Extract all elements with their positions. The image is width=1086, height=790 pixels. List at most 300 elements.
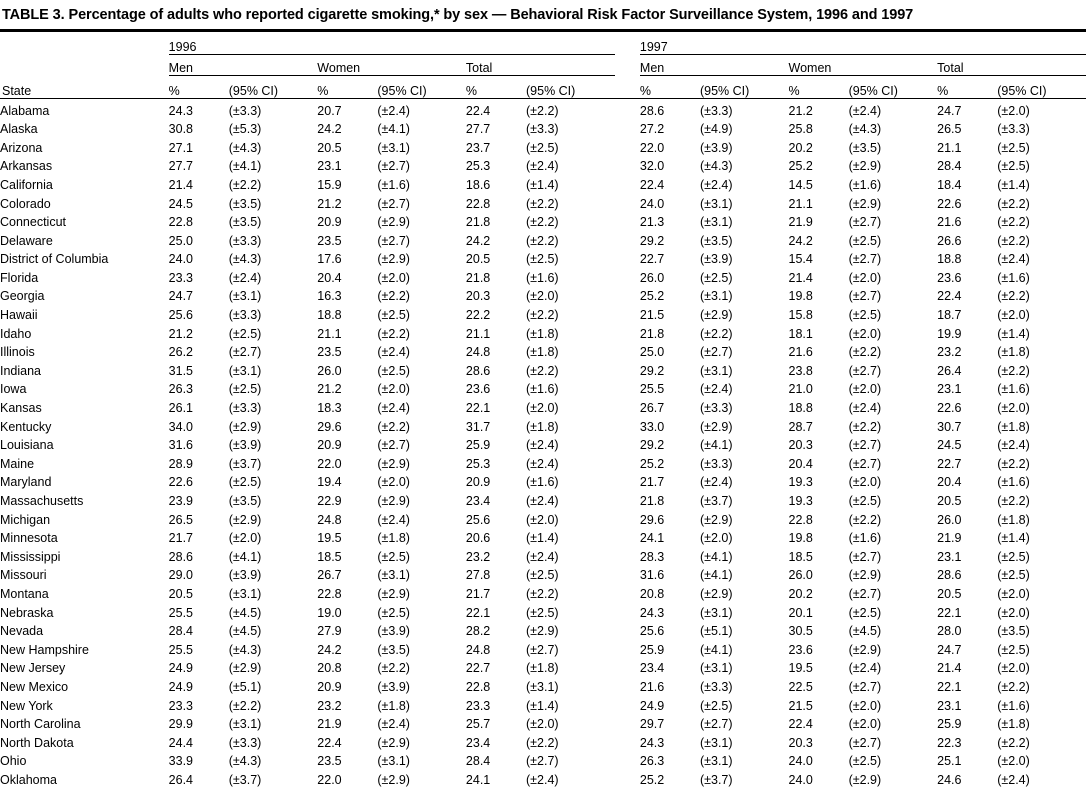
header-1997-men-ci: (95% CI) (699, 83, 750, 98)
cell-1997-total-ci: (±2.2) (997, 679, 1030, 694)
cell-1996-men-ci: (±3.3) (228, 735, 262, 750)
cell-1996-total-pct: 28.6 (465, 363, 491, 378)
header-spacer (0, 32, 169, 55)
header-1997-total-ci: (95% CI) (997, 83, 1047, 98)
table-row (0, 622, 1086, 641)
cell-1997-women-ci: (±2.5) (848, 233, 882, 248)
row-state-label: North Dakota (0, 735, 74, 750)
cell-1997-men-pct: 26.7 (639, 401, 665, 416)
cell-1997-women-pct: 14.5 (788, 177, 813, 192)
row-gap (615, 120, 640, 139)
cell-1997-total-pct: 24.7 (937, 103, 962, 118)
smoking-prevalence-table (0, 32, 1086, 790)
cell-1996-total-pct: 21.1 (465, 326, 491, 341)
cell-1996-men-ci: (±3.1) (228, 717, 262, 732)
cell-1997-men-pct: 29.7 (639, 717, 665, 732)
table-row (0, 511, 1086, 530)
header-1997-total: Total (937, 54, 1086, 75)
cell-1996-total-pct: 25.3 (465, 456, 491, 471)
cell-1996-men-pct: 24.0 (168, 252, 194, 267)
cell-1996-total-ci: (±2.2) (526, 233, 559, 248)
cell-1996-men-pct: 24.7 (168, 289, 194, 304)
cell-1996-men-pct: 31.6 (168, 438, 194, 453)
cell-1996-men-pct: 29.0 (168, 568, 194, 583)
cell-1996-men-pct: 21.2 (168, 326, 194, 341)
cell-1996-women-ci: (±2.7) (377, 159, 410, 174)
header-year-1997: 1997 (640, 32, 1086, 55)
row-gap (615, 362, 640, 381)
cell-1997-men-pct: 26.0 (639, 270, 665, 285)
cell-1997-men-pct: 21.7 (639, 475, 665, 490)
cell-1996-men-ci: (±3.3) (228, 308, 262, 323)
cell-1996-men-ci: (±3.3) (228, 103, 262, 118)
cell-1996-men-ci: (±3.9) (228, 438, 262, 453)
cell-1996-women-pct: 21.9 (317, 717, 342, 732)
cell-1996-men-pct: 33.9 (168, 754, 194, 769)
cell-1996-total-ci: (±2.2) (526, 308, 559, 323)
cell-1996-men-pct: 24.4 (168, 735, 194, 750)
cell-1997-total-pct: 19.9 (937, 326, 962, 341)
cell-1996-total-pct: 23.3 (465, 698, 491, 713)
row-state-label: Connecticut (0, 215, 67, 230)
cell-1997-total-pct: 22.4 (937, 289, 962, 304)
cell-1997-men-ci: (±3.3) (699, 456, 733, 471)
row-state-label: New Mexico (0, 679, 69, 694)
table-row (0, 752, 1086, 771)
cell-1997-women-pct: 26.0 (788, 568, 813, 583)
cell-1996-total-pct: 25.7 (465, 717, 491, 732)
cell-1996-women-pct: 19.5 (317, 531, 342, 546)
cell-1996-total-pct: 21.8 (465, 215, 491, 230)
cell-1997-men-ci: (±2.9) (699, 512, 733, 527)
cell-1997-total-pct: 26.5 (937, 122, 962, 137)
cell-1996-women-pct: 17.6 (317, 252, 342, 267)
cell-1996-women-pct: 23.5 (317, 345, 342, 360)
cell-1997-women-ci: (±2.0) (848, 270, 882, 285)
cell-1997-women-ci: (±2.4) (848, 103, 882, 118)
cell-1997-women-pct: 21.2 (788, 103, 813, 118)
row-state-label: Kentucky (0, 419, 52, 434)
row-gap (615, 455, 640, 474)
cell-1996-women-ci: (±2.0) (377, 475, 410, 490)
cell-1996-men-pct: 24.9 (168, 679, 194, 694)
header-row-columns (0, 75, 1086, 98)
cell-1997-total-pct: 20.5 (937, 494, 962, 509)
row-gap (615, 250, 640, 269)
cell-1996-total-ci: (±2.2) (526, 196, 559, 211)
cell-1996-men-ci: (±3.5) (228, 215, 262, 230)
row-state-label: Maryland (0, 475, 52, 490)
cell-1997-women-pct: 21.4 (788, 270, 813, 285)
header-1997-women: Women (789, 54, 938, 75)
cell-1996-total-ci: (±2.0) (526, 289, 559, 304)
table-row (0, 287, 1086, 306)
table-row (0, 250, 1086, 269)
cell-1996-total-ci: (±3.1) (526, 679, 559, 694)
cell-1996-men-pct: 23.3 (168, 698, 194, 713)
cell-1997-total-pct: 25.9 (937, 717, 962, 732)
cell-1996-men-pct: 25.5 (168, 642, 194, 657)
cell-1997-women-ci: (±4.5) (848, 624, 882, 639)
cell-1996-men-pct: 26.2 (168, 345, 194, 360)
cell-1997-women-pct: 23.8 (788, 363, 813, 378)
cell-1996-total-ci: (±2.4) (526, 456, 559, 471)
header-1997-women-ci: (95% CI) (848, 83, 898, 98)
cell-1996-total-ci: (±1.8) (526, 661, 559, 676)
cell-1996-women-pct: 24.8 (317, 512, 342, 527)
row-state-label: California (0, 177, 53, 192)
cell-1997-women-pct: 20.3 (788, 735, 813, 750)
cell-1996-men-pct: 24.3 (168, 103, 194, 118)
cell-1997-men-ci: (±3.7) (699, 772, 733, 787)
cell-1997-total-ci: (±2.0) (997, 308, 1030, 323)
row-state-label: Illinois (0, 345, 35, 360)
cell-1996-total-pct: 23.4 (465, 494, 491, 509)
row-gap (615, 585, 640, 604)
cell-1996-women-pct: 24.2 (317, 122, 342, 137)
cell-1997-total-pct: 23.6 (937, 270, 962, 285)
cell-1997-total-ci: (±1.6) (997, 270, 1030, 285)
row-gap (615, 418, 640, 437)
cell-1996-women-pct: 21.2 (317, 382, 342, 397)
cell-1997-men-ci: (±3.1) (699, 215, 733, 230)
cell-1996-women-pct: 23.1 (317, 159, 342, 174)
row-gap (615, 511, 640, 530)
cell-1997-total-pct: 21.4 (937, 661, 962, 676)
row-state-label: New Hampshire (0, 642, 89, 657)
table-row (0, 380, 1086, 399)
cell-1996-women-ci: (±2.5) (377, 308, 410, 323)
cell-1997-women-pct: 24.0 (788, 754, 813, 769)
cell-1996-women-pct: 22.4 (317, 735, 342, 750)
cell-1996-men-ci: (±3.1) (228, 586, 262, 601)
table-row (0, 697, 1086, 716)
cell-1997-total-ci: (±2.2) (997, 196, 1030, 211)
cell-1997-men-ci: (±3.1) (699, 289, 733, 304)
cell-1996-women-ci: (±2.9) (377, 494, 410, 509)
cell-1997-women-ci: (±2.9) (848, 159, 882, 174)
cell-1996-women-pct: 16.3 (317, 289, 342, 304)
table-row (0, 176, 1086, 195)
cell-1996-total-ci: (±2.4) (526, 159, 559, 174)
cell-1997-total-pct: 28.4 (937, 159, 962, 174)
cell-1997-men-pct: 21.3 (639, 215, 665, 230)
cell-1996-total-ci: (±1.8) (526, 345, 559, 360)
cell-1997-men-pct: 31.6 (639, 568, 665, 583)
cell-1996-total-ci: (±2.2) (526, 103, 559, 118)
cell-1997-total-ci: (±2.2) (997, 735, 1030, 750)
cell-1996-men-pct: 25.5 (168, 605, 194, 620)
cell-1996-total-pct: 22.1 (465, 401, 491, 416)
cell-1996-total-ci: (±1.6) (526, 270, 559, 285)
cell-1997-men-ci: (±3.3) (699, 679, 733, 694)
cell-1996-total-pct: 20.9 (465, 475, 491, 490)
cell-1997-total-pct: 21.9 (937, 531, 962, 546)
cell-1997-men-pct: 28.3 (639, 549, 665, 564)
cell-1996-men-pct: 26.3 (168, 382, 194, 397)
cell-1997-women-ci: (±2.5) (848, 494, 882, 509)
row-state-label: Missouri (0, 568, 47, 583)
cell-1997-men-ci: (±2.4) (699, 475, 733, 490)
cell-1996-men-ci: (±3.3) (228, 401, 262, 416)
cell-1996-men-pct: 22.6 (168, 475, 194, 490)
cell-1997-total-ci: (±2.4) (997, 252, 1030, 267)
row-state-label: Florida (0, 270, 39, 285)
cell-1997-men-pct: 29.2 (639, 363, 665, 378)
cell-1997-men-ci: (±3.3) (699, 103, 733, 118)
cell-1996-total-pct: 22.1 (465, 605, 491, 620)
cell-1996-total-ci: (±1.6) (526, 475, 559, 490)
cell-1996-total-ci: (±2.7) (526, 642, 559, 657)
cell-1996-men-pct: 31.5 (168, 363, 194, 378)
cell-1996-total-ci: (±2.4) (526, 549, 559, 564)
row-gap (615, 529, 640, 548)
header-spacer-2 (0, 54, 169, 75)
cell-1996-total-pct: 21.8 (465, 270, 491, 285)
cell-1997-total-ci: (±1.8) (997, 717, 1030, 732)
cell-1997-women-ci: (±4.3) (848, 122, 882, 137)
cell-1997-men-ci: (±3.5) (699, 233, 733, 248)
cell-1997-men-ci: (±2.7) (699, 345, 733, 360)
cell-1996-men-pct: 26.5 (168, 512, 194, 527)
table-row (0, 492, 1086, 511)
header-1996-total-pct: % (465, 83, 478, 98)
cell-1997-total-ci: (±1.6) (997, 475, 1030, 490)
cell-1996-total-ci: (±2.2) (526, 363, 559, 378)
cell-1997-men-ci: (±2.5) (699, 698, 733, 713)
row-gap (615, 343, 640, 362)
table-row (0, 418, 1086, 437)
row-gap (615, 139, 640, 158)
cell-1997-men-pct: 21.5 (639, 308, 665, 323)
header-gap (615, 32, 640, 55)
cell-1996-women-ci: (±2.9) (377, 456, 410, 471)
cell-1997-men-ci: (±2.9) (699, 586, 733, 601)
cell-1996-total-pct: 18.6 (465, 177, 491, 192)
cell-1996-men-ci: (±4.3) (228, 642, 262, 657)
table-row (0, 325, 1086, 344)
table-row (0, 585, 1086, 604)
cell-1997-total-ci: (±2.4) (997, 772, 1030, 787)
cell-1997-women-pct: 22.8 (788, 512, 813, 527)
header-row-sex (0, 54, 1086, 75)
row-gap (615, 622, 640, 641)
cell-1997-women-ci: (±2.9) (848, 772, 882, 787)
table-row (0, 473, 1086, 492)
row-gap (615, 734, 640, 753)
cell-1996-women-pct: 23.5 (317, 233, 342, 248)
row-gap (615, 176, 640, 195)
cell-1997-women-ci: (±2.9) (848, 568, 882, 583)
cell-1997-men-ci: (±3.1) (699, 754, 733, 769)
table-row (0, 529, 1086, 548)
cell-1997-total-pct: 22.3 (937, 735, 962, 750)
table-row (0, 139, 1086, 158)
cell-1997-men-ci: (±2.7) (699, 717, 733, 732)
cell-1996-men-pct: 27.1 (168, 140, 194, 155)
cell-1996-total-ci: (±2.0) (526, 512, 559, 527)
row-state-label: Montana (0, 586, 49, 601)
cell-1996-total-pct: 20.3 (465, 289, 491, 304)
cell-1997-men-ci: (±4.1) (699, 642, 733, 657)
cell-1997-total-ci: (±1.8) (997, 419, 1030, 434)
cell-1996-total-pct: 23.2 (465, 549, 491, 564)
table-row (0, 436, 1086, 455)
header-1996-total-ci: (95% CI) (526, 83, 576, 98)
cell-1997-men-pct: 21.6 (639, 679, 665, 694)
cell-1997-total-pct: 20.4 (937, 475, 962, 490)
table-row (0, 157, 1086, 176)
cell-1996-men-pct: 25.6 (168, 308, 194, 323)
cell-1997-women-ci: (±2.7) (848, 586, 882, 601)
cell-1997-women-pct: 19.5 (788, 661, 813, 676)
cell-1997-women-ci: (±2.0) (848, 475, 882, 490)
cell-1997-men-ci: (±3.9) (699, 140, 733, 155)
table-row (0, 771, 1086, 790)
cell-1996-total-pct: 24.2 (465, 233, 491, 248)
cell-1997-men-pct: 25.9 (639, 642, 665, 657)
cell-1997-total-ci: (±1.8) (997, 345, 1030, 360)
cell-1996-men-pct: 34.0 (168, 419, 194, 434)
cell-1997-total-pct: 26.4 (937, 363, 962, 378)
row-state-label: Maine (0, 456, 35, 471)
cell-1997-total-pct: 24.5 (937, 438, 962, 453)
cell-1997-women-pct: 25.8 (788, 122, 813, 137)
cell-1996-men-pct: 21.7 (168, 531, 194, 546)
cell-1997-men-pct: 24.9 (639, 698, 665, 713)
cell-1996-total-ci: (±1.4) (526, 531, 559, 546)
cell-1997-women-pct: 24.2 (788, 233, 813, 248)
header-1996-men: Men (169, 54, 318, 75)
cell-1996-men-ci: (±2.2) (228, 698, 262, 713)
row-gap (615, 287, 640, 306)
cell-1996-total-pct: 25.6 (465, 512, 491, 527)
cell-1997-women-ci: (±2.5) (848, 308, 882, 323)
cell-1997-women-pct: 21.1 (788, 196, 813, 211)
table-row (0, 604, 1086, 623)
cell-1996-women-ci: (±3.1) (377, 754, 410, 769)
cell-1997-men-pct: 29.6 (639, 512, 665, 527)
cell-1997-total-pct: 22.1 (937, 679, 962, 694)
cell-1996-total-ci: (±2.2) (526, 735, 559, 750)
cell-1997-men-ci: (±2.9) (699, 419, 733, 434)
row-state-label: Idaho (0, 326, 32, 341)
cell-1997-women-pct: 19.3 (788, 494, 813, 509)
cell-1997-women-ci: (±2.9) (848, 642, 882, 657)
cell-1996-women-pct: 29.6 (317, 419, 342, 434)
cell-1997-women-ci: (±2.9) (848, 196, 882, 211)
cell-1997-men-pct: 22.7 (639, 252, 665, 267)
cell-1996-women-pct: 20.9 (317, 679, 342, 694)
cell-1996-men-ci: (±3.7) (228, 772, 262, 787)
table-row (0, 548, 1086, 567)
cell-1997-total-pct: 28.0 (937, 624, 962, 639)
cell-1996-women-pct: 22.0 (317, 772, 342, 787)
cell-1996-total-ci: (±2.5) (526, 252, 559, 267)
cell-1996-men-ci: (±2.9) (228, 661, 262, 676)
table-row (0, 659, 1086, 678)
cell-1997-women-pct: 20.2 (788, 140, 813, 155)
row-state-label: Nebraska (0, 605, 54, 620)
row-state-label: Kansas (0, 401, 42, 416)
cell-1996-women-ci: (±2.2) (377, 661, 410, 676)
cell-1996-men-ci: (±2.9) (228, 512, 262, 527)
cell-1996-men-ci: (±4.5) (228, 624, 262, 639)
cell-1996-total-pct: 25.9 (465, 438, 491, 453)
cell-1997-women-ci: (±2.7) (848, 549, 882, 564)
row-gap (615, 771, 640, 790)
table-row (0, 120, 1086, 139)
cell-1997-women-ci: (±2.2) (848, 345, 882, 360)
header-1996-women-ci: (95% CI) (377, 83, 427, 98)
cell-1996-women-ci: (±2.5) (377, 549, 410, 564)
cell-1996-men-ci: (±5.1) (228, 679, 262, 694)
cell-1996-men-pct: 23.3 (168, 270, 194, 285)
cell-1997-men-ci: (±3.1) (699, 196, 733, 211)
cell-1996-total-pct: 23.7 (465, 140, 491, 155)
cell-1996-total-ci: (±2.4) (526, 494, 559, 509)
row-gap (615, 157, 640, 176)
cell-1997-women-pct: 20.3 (788, 438, 813, 453)
cell-1997-women-ci: (±2.7) (848, 215, 882, 230)
cell-1997-men-pct: 25.2 (639, 772, 665, 787)
row-state-label: Delaware (0, 233, 53, 248)
cell-1996-men-ci: (±2.0) (228, 531, 262, 546)
cell-1997-total-pct: 25.1 (937, 754, 962, 769)
row-gap (615, 641, 640, 660)
row-state-label: Arkansas (0, 159, 53, 174)
cell-1997-men-pct: 25.6 (639, 624, 665, 639)
cell-1997-men-ci: (±4.1) (699, 549, 733, 564)
cell-1996-total-ci: (±2.5) (526, 605, 559, 620)
cell-1996-women-ci: (±2.9) (377, 215, 410, 230)
cell-1996-women-pct: 20.4 (317, 270, 342, 285)
cell-1996-total-ci: (±2.4) (526, 772, 559, 787)
cell-1997-men-pct: 25.2 (639, 456, 665, 471)
cell-1996-total-ci: (±2.0) (526, 717, 559, 732)
cell-1996-men-ci: (±3.9) (228, 568, 262, 583)
row-state-label: Mississippi (0, 549, 61, 564)
cell-1996-total-ci: (±2.2) (526, 215, 559, 230)
table-row (0, 455, 1086, 474)
cell-1996-women-ci: (±2.4) (377, 345, 410, 360)
cell-1997-women-ci: (±2.5) (848, 754, 882, 769)
cell-1997-men-ci: (±2.2) (699, 326, 733, 341)
row-state-label: Georgia (0, 289, 45, 304)
row-gap (615, 715, 640, 734)
cell-1996-total-ci: (±1.8) (526, 326, 559, 341)
table-row (0, 566, 1086, 585)
cell-1997-women-ci: (±1.6) (848, 531, 882, 546)
cell-1997-men-pct: 24.3 (639, 605, 665, 620)
table-row (0, 343, 1086, 362)
cell-1996-total-ci: (±1.8) (526, 419, 559, 434)
cell-1997-women-ci: (±1.6) (848, 177, 882, 192)
cell-1997-total-pct: 26.0 (937, 512, 962, 527)
row-gap (615, 752, 640, 771)
cell-1996-men-ci: (±3.1) (228, 289, 262, 304)
row-state-label: Indiana (0, 363, 42, 378)
cell-1997-men-ci: (±3.1) (699, 363, 733, 378)
row-state-label: New York (0, 698, 53, 713)
cell-1997-total-ci: (±2.2) (997, 289, 1030, 304)
cell-1997-women-pct: 20.2 (788, 586, 813, 601)
row-gap (615, 436, 640, 455)
cell-1996-women-pct: 27.9 (317, 624, 342, 639)
cell-1996-men-ci: (±2.5) (228, 326, 262, 341)
cell-1996-women-ci: (±2.9) (377, 586, 410, 601)
row-gap (615, 306, 640, 325)
